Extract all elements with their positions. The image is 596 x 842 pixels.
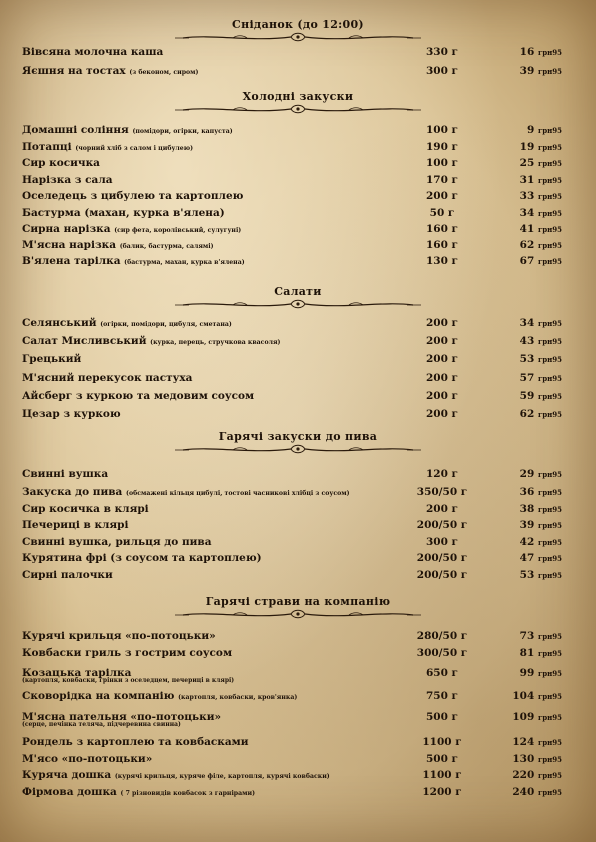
ornament-divider bbox=[173, 609, 423, 621]
item-price bbox=[492, 736, 562, 748]
section-title: Салати bbox=[274, 285, 322, 298]
item-name bbox=[22, 239, 214, 251]
price-value: 57 bbox=[519, 372, 535, 384]
price-value: 39 bbox=[519, 519, 535, 531]
section-title: Гарячі закуски до пива bbox=[218, 430, 378, 443]
price-value: 124 bbox=[512, 736, 535, 748]
item-title: Домашні соління bbox=[22, 124, 129, 136]
price-value: 19 bbox=[519, 141, 535, 153]
item-price bbox=[492, 468, 562, 480]
item-price bbox=[492, 769, 562, 781]
item-name bbox=[22, 753, 152, 765]
item-name bbox=[22, 46, 163, 58]
menu-item bbox=[22, 667, 562, 682]
price-value: 62 bbox=[519, 239, 535, 251]
item-note: (огірки, помідори, цибуля, сметана) bbox=[100, 321, 232, 328]
price-currency: грн95 bbox=[537, 176, 562, 185]
menu-item bbox=[22, 335, 562, 350]
price-value: 38 bbox=[519, 503, 535, 515]
menu-item bbox=[22, 736, 562, 751]
item-price bbox=[492, 786, 562, 798]
item-price bbox=[492, 353, 562, 365]
item-name bbox=[22, 372, 192, 384]
price-value: 59 bbox=[519, 390, 535, 402]
menu-item bbox=[22, 157, 562, 172]
item-price bbox=[492, 124, 562, 136]
price-currency: грн95 bbox=[537, 209, 562, 218]
item-price bbox=[492, 503, 562, 515]
price-value: 29 bbox=[519, 468, 535, 480]
price-currency: грн95 bbox=[537, 143, 562, 152]
item-name bbox=[22, 408, 121, 420]
menu-item bbox=[22, 690, 562, 705]
item-title: Сирні палочки bbox=[22, 569, 113, 581]
item-title: Свинні вушка bbox=[22, 468, 109, 480]
item-weight: 200/50 г bbox=[416, 569, 468, 581]
price-currency: грн95 bbox=[537, 521, 562, 530]
menu-item bbox=[22, 65, 562, 80]
item-title: Оселедець з цибулею та картоплею bbox=[22, 190, 244, 202]
section-header bbox=[0, 18, 596, 44]
item-weight: 280/50 г bbox=[416, 630, 468, 642]
item-title: Курятина фрі (з соусом та картоплею) bbox=[22, 552, 262, 564]
item-title: М'ясо «по-потоцьки» bbox=[22, 753, 153, 765]
item-price bbox=[492, 408, 562, 420]
section-header bbox=[0, 595, 596, 621]
menu-item bbox=[22, 536, 562, 551]
item-title: Свинні вушка, рильця до пива bbox=[22, 536, 212, 548]
item-title: В'ялена тарілка bbox=[22, 255, 121, 267]
menu-item bbox=[22, 223, 562, 238]
item-weight: 200 г bbox=[425, 335, 458, 347]
price-currency: грн95 bbox=[537, 355, 562, 364]
item-price bbox=[492, 190, 562, 202]
item-title: Рондель з картоплею та ковбасками bbox=[22, 736, 249, 748]
item-title: Грецький bbox=[22, 353, 82, 365]
ornament-divider bbox=[173, 444, 423, 456]
item-weight: 300 г bbox=[425, 536, 458, 548]
item-price bbox=[492, 753, 562, 765]
item-weight: 300/50 г bbox=[416, 647, 468, 659]
section-header bbox=[0, 430, 596, 456]
menu-item bbox=[22, 239, 562, 254]
menu-item bbox=[22, 468, 562, 483]
menu-item bbox=[22, 372, 562, 387]
price-value: 39 bbox=[519, 65, 535, 77]
price-currency: грн95 bbox=[537, 755, 562, 764]
price-value: 36 bbox=[519, 486, 535, 498]
item-weight: 200 г bbox=[425, 317, 458, 329]
item-description: (картопля, ковбаски, грінки з оселедцем, печериці в клярі) bbox=[22, 677, 235, 684]
item-weight: 330 г bbox=[425, 46, 458, 58]
item-price bbox=[492, 667, 562, 679]
item-price bbox=[492, 239, 562, 251]
ornament-divider bbox=[173, 299, 423, 311]
price-value: 104 bbox=[512, 690, 535, 702]
price-currency: грн95 bbox=[537, 159, 562, 168]
item-price bbox=[492, 46, 562, 58]
item-weight: 350/50 г bbox=[416, 486, 468, 498]
item-price bbox=[492, 536, 562, 548]
menu-item bbox=[22, 255, 562, 270]
menu-item bbox=[22, 519, 562, 534]
price-value: 43 bbox=[519, 335, 535, 347]
menu-item bbox=[22, 353, 562, 368]
item-title: Закуска до пива bbox=[22, 486, 123, 498]
item-price bbox=[492, 372, 562, 384]
item-name bbox=[22, 690, 297, 702]
item-name bbox=[22, 647, 232, 659]
item-weight: 170 г bbox=[425, 174, 458, 186]
item-name bbox=[22, 486, 350, 498]
item-note: (з беконом, сиром) bbox=[129, 69, 199, 76]
item-price bbox=[492, 711, 562, 723]
item-note: (чорний хліб з салом і цибулею) bbox=[75, 145, 194, 152]
price-currency: грн95 bbox=[537, 67, 562, 76]
menu-item bbox=[22, 124, 562, 139]
item-name bbox=[22, 157, 100, 169]
item-price bbox=[492, 552, 562, 564]
item-title: Селянський bbox=[22, 317, 97, 329]
item-title: Курячі крильця «по-потоцьки» bbox=[22, 630, 216, 642]
item-note: (помідори, огірки, капуста) bbox=[132, 128, 233, 135]
item-price bbox=[492, 223, 562, 235]
item-weight: 1200 г bbox=[422, 786, 462, 798]
price-currency: грн95 bbox=[537, 470, 562, 479]
item-name bbox=[22, 468, 108, 480]
item-weight: 200 г bbox=[425, 353, 458, 365]
item-price bbox=[492, 174, 562, 186]
item-title: Вівсяна молочна каша bbox=[22, 46, 164, 58]
item-price bbox=[492, 519, 562, 531]
item-title: М'ясний перекусок пастуха bbox=[22, 372, 193, 384]
item-price bbox=[492, 690, 562, 702]
item-name bbox=[22, 353, 81, 365]
price-value: 16 bbox=[519, 46, 535, 58]
price-currency: грн95 bbox=[537, 649, 562, 658]
section-header bbox=[0, 285, 596, 311]
item-weight: 100 г bbox=[425, 157, 458, 169]
item-note: (сир фета, королівський, сулугуні) bbox=[114, 227, 242, 234]
section-title: Холодні закуски bbox=[242, 90, 354, 103]
item-price bbox=[492, 65, 562, 77]
item-weight: 1100 г bbox=[422, 736, 462, 748]
item-name bbox=[22, 174, 113, 186]
item-price bbox=[492, 141, 562, 153]
item-price bbox=[492, 157, 562, 169]
ornament-divider bbox=[173, 104, 423, 116]
price-currency: грн95 bbox=[537, 554, 562, 563]
item-weight: 120 г bbox=[425, 468, 458, 480]
item-note: (картопля, ковбаски, кров'янка) bbox=[178, 694, 298, 701]
price-currency: грн95 bbox=[537, 48, 562, 57]
item-title: Фірмова дошка bbox=[22, 786, 117, 798]
item-weight: 190 г bbox=[425, 141, 458, 153]
price-currency: грн95 bbox=[537, 392, 562, 401]
item-title: Сир косичка bbox=[22, 157, 100, 169]
item-title: Цезар з куркою bbox=[22, 408, 121, 420]
item-title: Сирна нарізка bbox=[22, 223, 111, 235]
item-title: Сир косичка в клярі bbox=[22, 503, 149, 515]
item-weight: 750 г bbox=[425, 690, 458, 702]
item-weight: 500 г bbox=[425, 753, 458, 765]
item-name bbox=[22, 569, 113, 581]
item-weight: 200 г bbox=[425, 190, 458, 202]
item-name bbox=[22, 519, 129, 531]
item-name bbox=[22, 65, 198, 77]
price-value: 67 bbox=[519, 255, 535, 267]
price-currency: грн95 bbox=[537, 505, 562, 514]
item-weight: 200/50 г bbox=[416, 552, 468, 564]
price-currency: грн95 bbox=[537, 771, 562, 780]
menu-item bbox=[22, 207, 562, 222]
price-currency: грн95 bbox=[537, 241, 562, 250]
item-weight: 130 г bbox=[425, 255, 458, 267]
item-name bbox=[22, 190, 243, 202]
price-value: 34 bbox=[519, 317, 535, 329]
price-value: 25 bbox=[519, 157, 535, 169]
price-currency: грн95 bbox=[537, 319, 562, 328]
item-price bbox=[492, 630, 562, 642]
item-name bbox=[22, 317, 232, 329]
price-currency: грн95 bbox=[537, 669, 562, 678]
menu-item bbox=[22, 486, 562, 501]
item-title: Куряча дошка bbox=[22, 769, 112, 781]
ornament-divider bbox=[173, 32, 423, 44]
item-price bbox=[492, 335, 562, 347]
price-value: 31 bbox=[519, 174, 535, 186]
item-note: (обсмажені кільця цибулі, тостові часникові хлібці з соусом) bbox=[126, 490, 350, 497]
item-title: Ковбаски гриль з гострим соусом bbox=[22, 647, 233, 659]
price-currency: грн95 bbox=[537, 488, 562, 497]
item-name bbox=[22, 536, 212, 548]
price-value: 220 bbox=[512, 769, 535, 781]
menu-item bbox=[22, 46, 562, 61]
item-title: Салат Мисливський bbox=[22, 335, 147, 347]
item-name bbox=[22, 124, 233, 136]
price-value: 62 bbox=[519, 408, 535, 420]
item-title: М'ясна нарізка bbox=[22, 239, 117, 251]
section-title: Гарячі страви на компанію bbox=[205, 595, 391, 608]
item-note: ( 7 різновидів ковбасок з гарнірами) bbox=[120, 790, 256, 797]
item-weight: 500 г bbox=[425, 711, 458, 723]
item-weight: 200 г bbox=[425, 408, 458, 420]
price-value: 53 bbox=[519, 569, 535, 581]
price-value: 9 bbox=[526, 124, 535, 136]
menu-item bbox=[22, 317, 562, 332]
item-weight: 50 г bbox=[429, 207, 455, 219]
item-name bbox=[22, 769, 330, 781]
item-note: (бастурма, махан, курка в'ялена) bbox=[124, 259, 245, 266]
menu-item bbox=[22, 190, 562, 205]
item-title: Бастурма (махан, курка в'ялена) bbox=[22, 207, 225, 219]
menu-item bbox=[22, 769, 562, 784]
price-value: 42 bbox=[519, 536, 535, 548]
item-name bbox=[22, 736, 249, 748]
item-weight: 160 г bbox=[425, 223, 458, 235]
item-title: М'ясна пательня «по-потоцьки» bbox=[22, 711, 222, 723]
item-name bbox=[22, 255, 245, 267]
item-note: (курка, перець, стручкова квасоля) bbox=[150, 339, 281, 346]
price-currency: грн95 bbox=[537, 713, 562, 722]
item-price bbox=[492, 390, 562, 402]
menu-item bbox=[22, 552, 562, 567]
item-weight: 200 г bbox=[425, 503, 458, 515]
price-currency: грн95 bbox=[537, 632, 562, 641]
menu-item bbox=[22, 174, 562, 189]
price-currency: грн95 bbox=[537, 257, 562, 266]
price-currency: грн95 bbox=[537, 538, 562, 547]
menu-item bbox=[22, 786, 562, 801]
menu-item bbox=[22, 390, 562, 405]
menu-item bbox=[22, 503, 562, 518]
menu-item bbox=[22, 141, 562, 156]
item-weight: 1100 г bbox=[422, 769, 462, 781]
price-value: 41 bbox=[519, 223, 535, 235]
item-name bbox=[22, 207, 225, 219]
item-weight: 200/50 г bbox=[416, 519, 468, 531]
item-description: (серце, печінка теляча, підчеревина свинна) bbox=[22, 721, 181, 728]
item-note: (балик, бастурма, салямі) bbox=[119, 243, 214, 250]
price-value: 240 bbox=[512, 786, 535, 798]
price-currency: грн95 bbox=[537, 192, 562, 201]
price-currency: грн95 bbox=[537, 738, 562, 747]
price-currency: грн95 bbox=[537, 410, 562, 419]
item-price bbox=[492, 255, 562, 267]
item-name bbox=[22, 141, 193, 153]
item-name bbox=[22, 503, 149, 515]
price-currency: грн95 bbox=[537, 374, 562, 383]
item-title: Сковорідка на компанію bbox=[22, 690, 175, 702]
item-name bbox=[22, 390, 254, 402]
item-price bbox=[492, 207, 562, 219]
item-weight: 200 г bbox=[425, 390, 458, 402]
price-currency: грн95 bbox=[537, 571, 562, 580]
item-title: Потапці bbox=[22, 141, 72, 153]
item-title: Печериці в клярі bbox=[22, 519, 129, 531]
price-value: 33 bbox=[519, 190, 535, 202]
section-title: Сніданок (до 12:00) bbox=[232, 18, 364, 31]
item-name bbox=[22, 335, 280, 347]
item-name bbox=[22, 223, 241, 235]
item-price bbox=[492, 647, 562, 659]
menu-item bbox=[22, 647, 562, 662]
price-value: 34 bbox=[519, 207, 535, 219]
price-currency: грн95 bbox=[537, 788, 562, 797]
item-name bbox=[22, 552, 262, 564]
item-price bbox=[492, 569, 562, 581]
item-name bbox=[22, 630, 216, 642]
item-name bbox=[22, 786, 255, 798]
item-weight: 160 г bbox=[425, 239, 458, 251]
item-title: Айсберг з куркою та медовим соусом bbox=[22, 390, 255, 402]
item-weight: 200 г bbox=[425, 372, 458, 384]
item-price bbox=[492, 486, 562, 498]
section-header bbox=[0, 90, 596, 116]
price-value: 47 bbox=[519, 552, 535, 564]
price-currency: грн95 bbox=[537, 225, 562, 234]
item-title: Козацька тарілка bbox=[22, 667, 132, 679]
menu-item bbox=[22, 408, 562, 423]
item-weight: 650 г bbox=[425, 667, 458, 679]
menu-item bbox=[22, 630, 562, 645]
price-currency: грн95 bbox=[537, 126, 562, 135]
price-value: 53 bbox=[519, 353, 535, 365]
price-value: 130 bbox=[512, 753, 535, 765]
menu-item bbox=[22, 711, 562, 726]
price-value: 109 bbox=[512, 711, 535, 723]
price-currency: грн95 bbox=[537, 692, 562, 701]
price-currency: грн95 bbox=[537, 337, 562, 346]
menu-item bbox=[22, 569, 562, 584]
item-weight: 300 г bbox=[425, 65, 458, 77]
price-value: 81 bbox=[519, 647, 535, 659]
item-weight: 100 г bbox=[425, 124, 458, 136]
menu-item bbox=[22, 753, 562, 768]
item-title: Нарізка з сала bbox=[22, 174, 113, 186]
item-price bbox=[492, 317, 562, 329]
price-value: 99 bbox=[519, 667, 535, 679]
price-value: 73 bbox=[519, 630, 535, 642]
item-title: Яєшня на тостах bbox=[22, 65, 126, 77]
item-note: (курячі крильця, куряче філе, картопля, курячі ковбаски) bbox=[114, 773, 330, 780]
